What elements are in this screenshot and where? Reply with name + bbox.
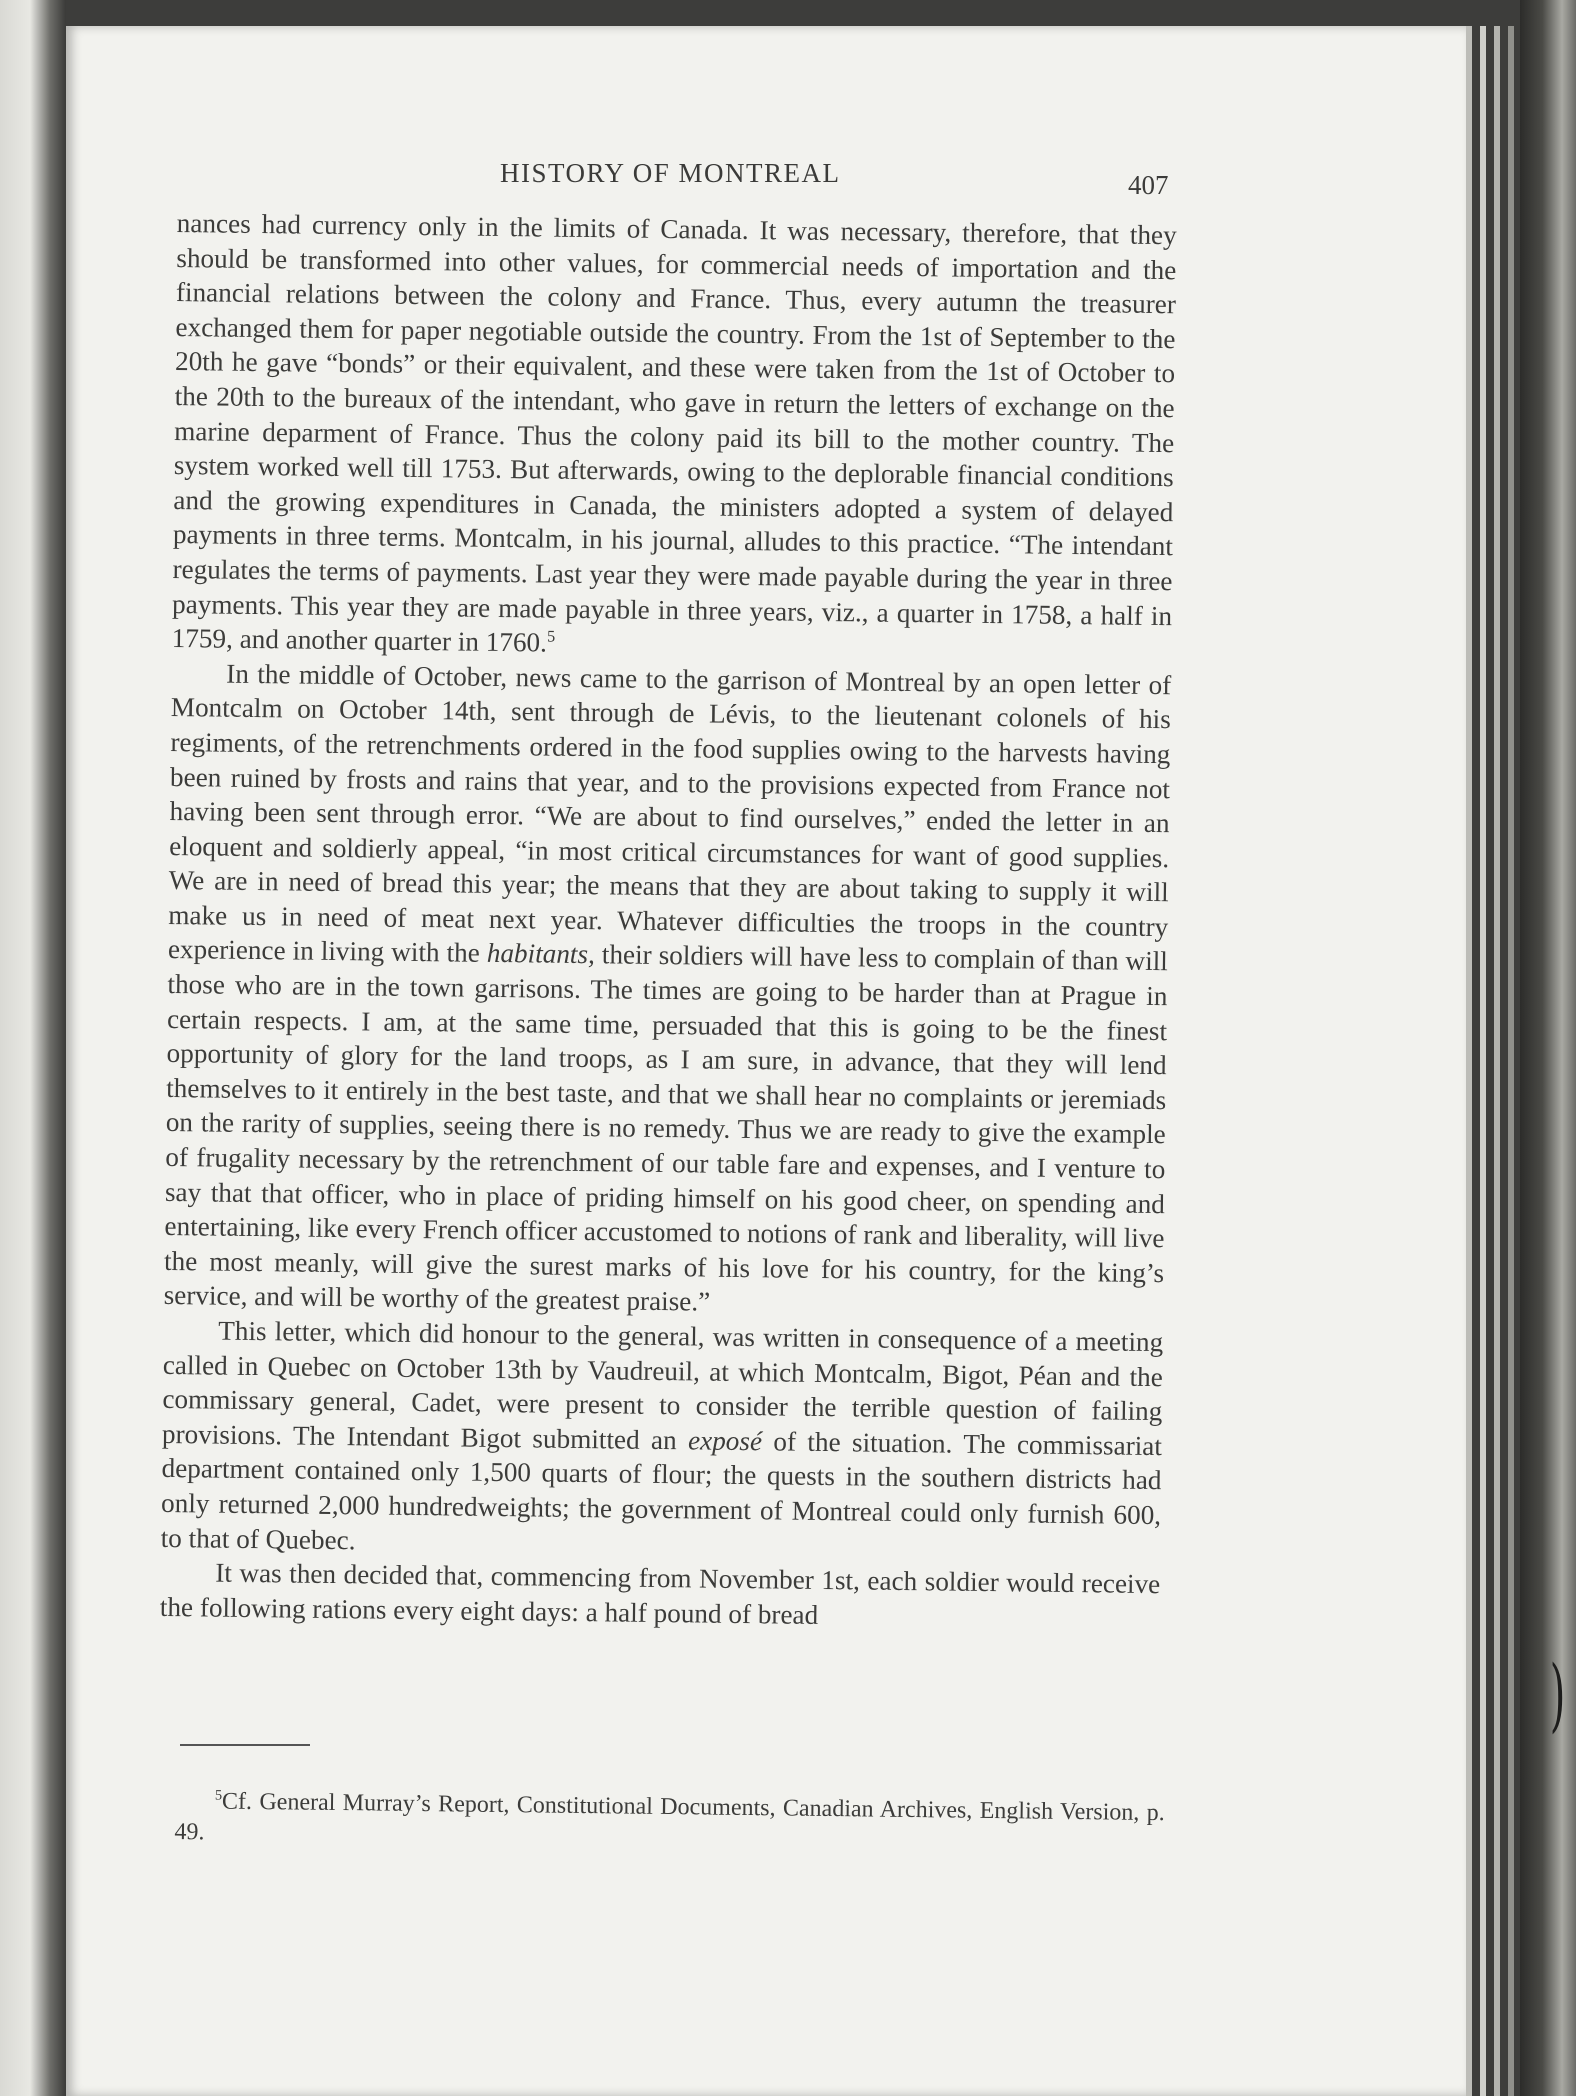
pencil-bracket-mark: )	[1549, 1648, 1566, 1741]
paragraph-text: In the middle of October, news came to the garrison of Montreal by an open letter of Montcalm on October 14th, sent through de Lévis, to the lieutenant colonels of his regiments, of the retrenchments ordered in the food supplies owing to the harvests having been ruined by frosts and rains that year, and to the provisions expected from France not having been sent through error. “We are about to find ourselves,” ended the letter in an eloquent and soldierly appeal, “in most critical circumstances for want of good supplies. We are in need of bread this year; the means that they are about taking to supply it will make us in need of meat next year. Whatever difficulties the troops in the country experience in living with the	[167, 658, 1172, 969]
paragraph	[160, 1555, 1161, 1636]
italic-term: habitants,	[486, 938, 596, 970]
left-page-edge	[0, 0, 66, 2096]
paragraph-text: This letter, which did honour to the general, was written in consequence of a meeting called in Quebec on October 13th by Vaudreuil, at which Montcalm, Bigot, Péan and the commissary general, Cadet, were present to consider the terrible question of failing provisions. The Intendant Bigot submitted an	[161, 1315, 1164, 1456]
paragraph	[172, 206, 1177, 668]
page-edge-stack	[1494, 26, 1500, 2096]
paragraph-text: their soldiers will have less to complain of than will those who are in the town garrisons. The times are going to be harder than at Prague in certain respects. I am, at the same time, persuaded that this is going to be the finest opportunity of glory for the land troops, as I am sure, in advance, that they will lend themselves to it entirely in the best taste, and that we shall hear no complaints or jeremiads on the rarity of supplies, seeing there is no remedy. Thus we are ready to give the example of frugality necessary by the retrenchment of our table fare and expenses, and I venture to say that that officer, who in place of priding himself on his good cheer, on spending and entertaining, like every French officer accustomed to notions of rank and liberality, will live the most meanly, will give the surest marks of his love for his country, for the king’s service, and will be worthy of the greatest praise.”	[163, 939, 1169, 1318]
footnote-text: Cf. General Murray’s Report, Constitutional Documents, Canadian Archives, English Version, p. 49.	[174, 1788, 1165, 1846]
paragraph-text: It was then decided that, commencing from November 1st, each soldier would receive the following rations every eight days: a half pound of bread	[159, 1557, 1161, 1630]
italic-term: exposé	[687, 1425, 763, 1457]
main-text	[160, 206, 1177, 1636]
paragraph-text: nances had currency only in the limits of Canada. It was necessary, therefore, that they should be transformed into other values, for commercial needs of importation and the financial relations between the colony and France. Thus, every autumn the treasurer exchanged them for paper negotiable outside the country. From the 1st of September to the 20th he gave “bonds” or their equivalent, and these were taken from the 1st of October to the 20th to the bureaux of the intendant, who gave in return the letters of exchange on the marine deparment of France. Thus the colony paid its bill to the mother country. The system worked well till 1753. But afterwards, owing to the deplorable financial conditions and the growing expenditures in Canada, the ministers adopted a system of delayed payments in three terms. Montcalm, in his journal, alludes to this practice. “The intendant regulates the terms of payments. Last year they were made payable during the year in three payments. This year they are made payable in three years, viz., a quarter in 1758, a half in 1759, and another quarter in 1760.	[171, 207, 1177, 658]
paragraph	[161, 1313, 1164, 1567]
paragraph-text: of the situation. The commissariat department contained only 1,500 quarts of flour; the quests in the southern districts had only returned 2,000 hundredweights; the government of Montreal could only furnish 600, to that of Quebec.	[160, 1426, 1163, 1555]
running-title: HISTORY OF MONTREAL	[500, 158, 841, 188]
page-edge-stack	[1480, 26, 1486, 2096]
page-edge-stack	[1508, 26, 1514, 2096]
page-number: 407	[1128, 170, 1169, 200]
footnote-reference: 5	[546, 626, 556, 646]
footnote	[174, 1786, 1165, 1860]
footnote-divider	[180, 1744, 310, 1746]
paragraph	[163, 656, 1171, 1325]
footnote-marker: 5	[214, 1787, 223, 1804]
book-cover-edge	[1520, 0, 1576, 2096]
page-edge-stack	[1466, 26, 1472, 2096]
